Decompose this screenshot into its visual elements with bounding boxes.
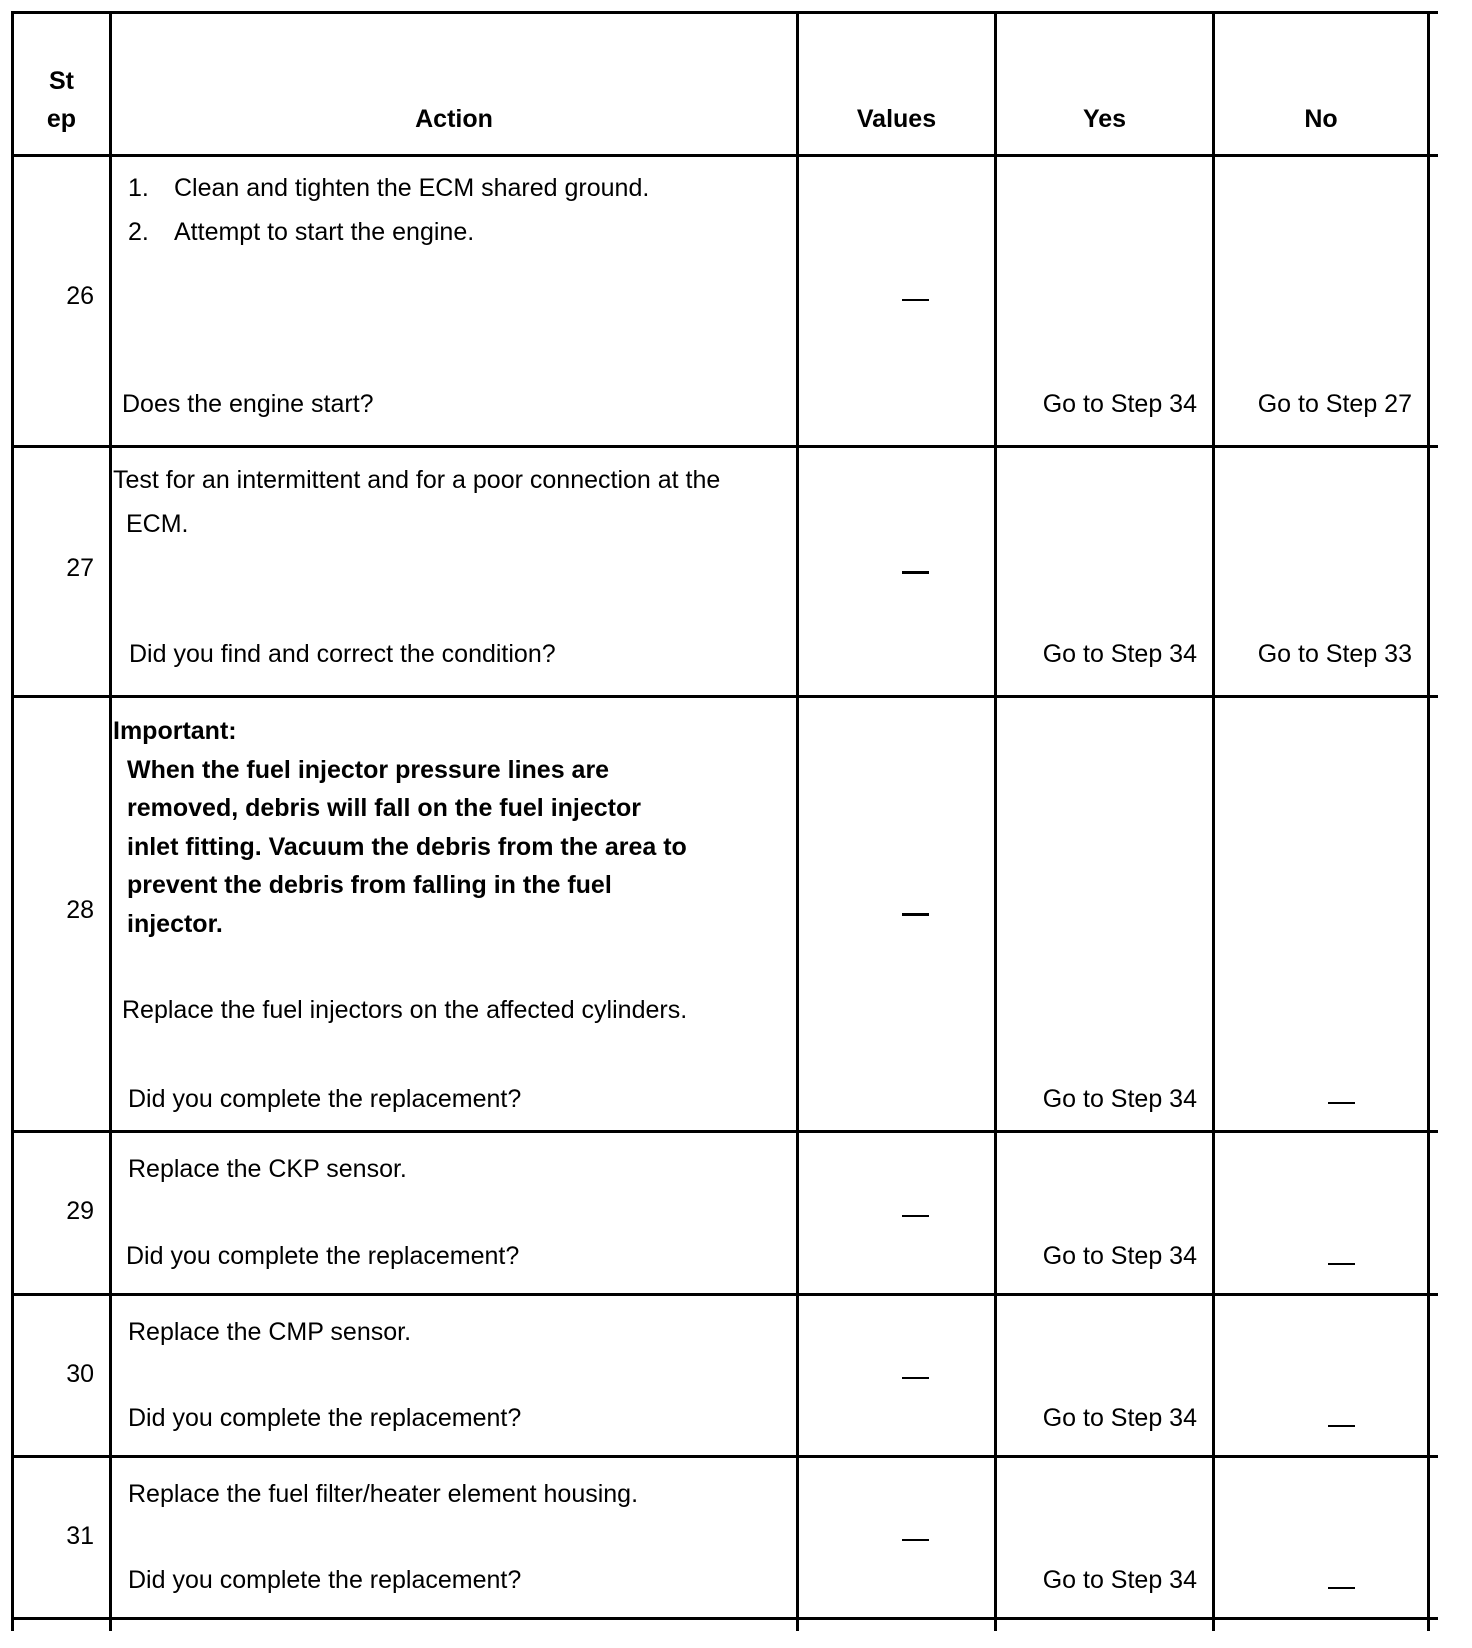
- no-dash: [1328, 1263, 1355, 1265]
- row-border: [11, 1617, 1438, 1620]
- row-border: [11, 11, 1438, 14]
- dash-value-holder: [0, 0, 1, 1]
- values-dash: [902, 1215, 929, 1217]
- no-result: Go to Step 33: [1257, 640, 1412, 668]
- values-dash: [902, 571, 929, 574]
- step-number: 27: [66, 554, 94, 582]
- action-question: Did you complete the replacement?: [128, 1566, 522, 1594]
- action-question: Did you complete the replacement?: [126, 1242, 520, 1270]
- row-border: [11, 445, 1438, 448]
- important-text: inlet fitting. Vacuum the debris from the area to: [127, 833, 687, 861]
- list-item-number: 1.: [128, 174, 149, 202]
- action-question: Did you find and correct the condition?: [129, 640, 556, 668]
- yes-result: Go to Step 34: [1042, 640, 1197, 668]
- action-question: Did you complete the replacement?: [128, 1085, 522, 1113]
- column-border: [1427, 11, 1430, 1631]
- values-text: [0, 0, 1, 1]
- action-text: Replace the fuel injectors on the affected cylinders.: [122, 996, 688, 1024]
- values-dash: [902, 1377, 929, 1379]
- action-text: Replace the fuel filter/heater element housing.: [128, 1480, 639, 1508]
- yes-result: Go to Step 34: [1042, 390, 1197, 418]
- important-text: injector.: [127, 910, 223, 938]
- header-action: Action: [415, 105, 493, 133]
- yes-result: Go to Step 34: [1042, 1242, 1197, 1270]
- step-number: 31: [66, 1522, 94, 1550]
- header-yes: Yes: [1082, 105, 1127, 133]
- action-text: ECM.: [126, 510, 189, 538]
- row-border: [11, 695, 1438, 698]
- list-item-text: Attempt to start the engine.: [174, 218, 475, 246]
- list-item-number: 2.: [128, 218, 149, 246]
- yes-result: Go to Step 34: [1042, 1404, 1197, 1432]
- step-number: 28: [66, 896, 94, 924]
- step-number: 30: [66, 1360, 94, 1388]
- row-border: [11, 154, 1438, 157]
- important-text: When the fuel injector pressure lines are: [127, 756, 610, 784]
- values-dash: [902, 1539, 929, 1541]
- values-dash: [902, 913, 929, 916]
- row-border: [11, 1293, 1438, 1296]
- values-dash: [902, 299, 929, 301]
- header-step-line2: ep: [46, 105, 77, 133]
- no-result: Go to Step 27: [1257, 390, 1412, 418]
- step-number: 26: [66, 282, 94, 310]
- column-border: [994, 11, 997, 1631]
- yes-result: Go to Step 34: [1042, 1085, 1197, 1113]
- important-label: Important:: [113, 717, 237, 745]
- column-border: [796, 11, 799, 1631]
- row-border: [11, 1130, 1438, 1133]
- list-item-text: Clean and tighten the ECM shared ground.: [174, 174, 650, 202]
- important-text: removed, debris will fall on the fuel injector: [127, 794, 641, 822]
- important-text: prevent the debris from falling in the fuel: [127, 871, 612, 899]
- row-border: [11, 1455, 1438, 1458]
- action-question: Does the engine start?: [122, 390, 374, 418]
- header-step-line1: St: [49, 67, 74, 95]
- header-values: Values: [856, 105, 937, 133]
- no-dash: [1328, 1587, 1355, 1589]
- no-dash: [1328, 1425, 1355, 1427]
- column-border: [1212, 11, 1215, 1631]
- header-no: No: [1304, 105, 1338, 133]
- action-text: Replace the CKP sensor.: [128, 1155, 407, 1183]
- yes-result: Go to Step 34: [1042, 1566, 1197, 1594]
- action-text: Replace the CMP sensor.: [128, 1318, 412, 1346]
- no-dash: [1328, 1102, 1355, 1104]
- diagnostic-table: [11, 11, 1438, 1631]
- action-question: Did you complete the replacement?: [128, 1404, 522, 1432]
- step-number: 29: [66, 1197, 94, 1225]
- column-border: [109, 11, 112, 1631]
- action-text: Test for an intermittent and for a poor connection at the: [113, 466, 721, 494]
